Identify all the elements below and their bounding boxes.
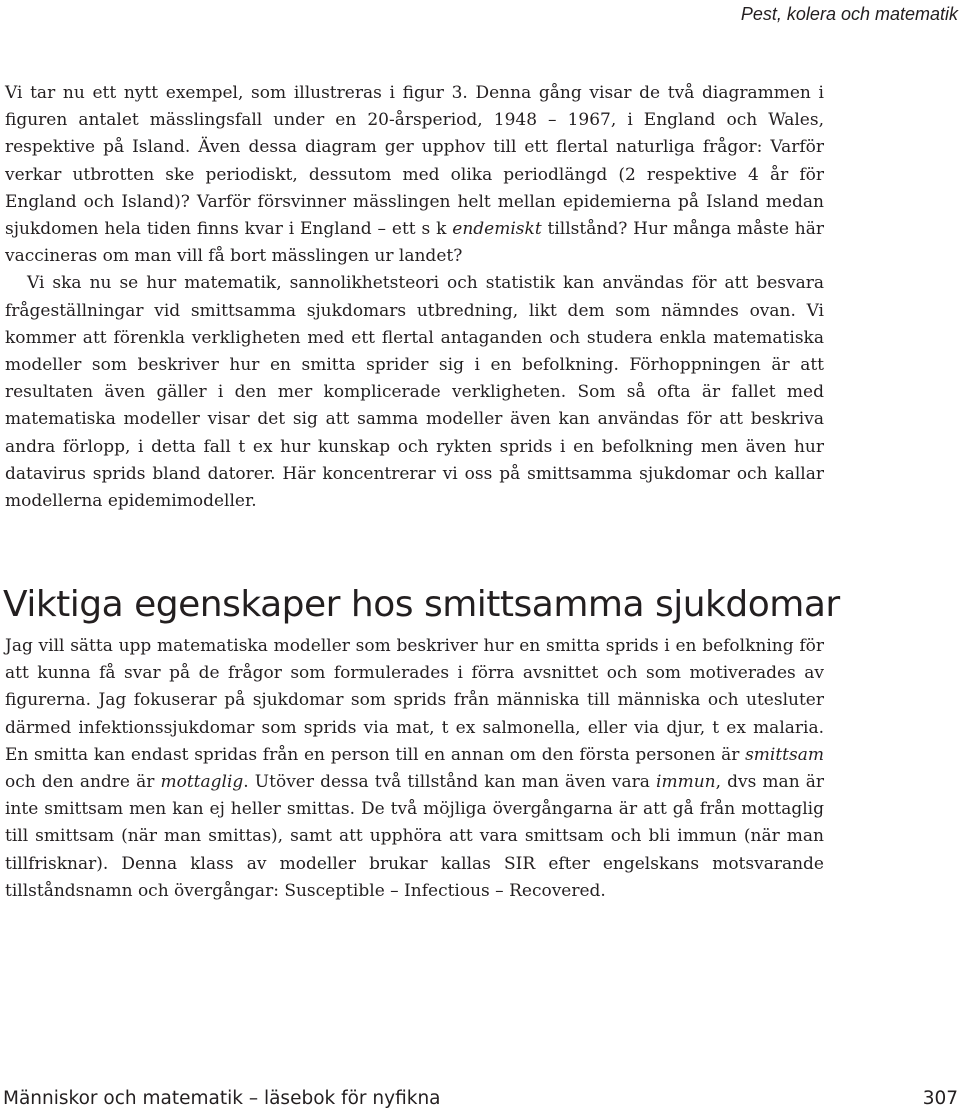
intro-paragraph-1 — [5, 80, 824, 270]
intro-p1-text-b: tillstånd? Hur många måste här vaccineras om man vill få bort mässlingen ur landet? — [5, 219, 824, 267]
term-mottaglig: mottaglig — [160, 772, 244, 793]
section-p1-text-d: , dvs man är inte smittsam men kan ej heller smittas. De två möjliga övergångarna är att gå från mottaglig till smittsam (när man smittas), samt att upphöra att vara smittsam och bli immun (när man tillfrisknar). Denna klass av modeller brukar kallas SIR efter engelskans motsvarande tillståndsnamn och övergångar: Susceptible – Infectious – Recovered. — [5, 772, 825, 901]
running-header: Pest, kolera och matematik — [740, 4, 958, 24]
term-endemiskt: endemiskt — [452, 219, 542, 240]
section-paragraph-1 — [5, 633, 824, 905]
intro-paragraph-2: Vi ska nu se hur matematik, sannolikhetsteori och statistik kan användas för att besvara frågeställningar vid smittsamma sjukdomars utbredning, likt dem som nämndes ovan. Vi kommer att förenkla verkligheten med ett flertal antaganden och studera enkla matematiska modeller som beskriver hur en smitta sprider sig i en befolkning. Förhoppningen är att resultaten även gäller i den mer komplicerade verkligheten. Som så ofta är fallet med matematiska modeller visar det sig att samma modeller även kan användas för att beskriva andra förlopp, i detta fall t ex hur kunskap och rykten sprids i en befolkning men även hur datavirus sprids bland datorer. Här koncentrerar vi oss på smittsamma sjukdomar och kallar modellerna epidemimodeller. — [5, 273, 824, 512]
term-immun: immun — [656, 772, 716, 793]
section-p1-text-b: och den andre är — [5, 772, 155, 793]
section-p1-text-a: Jag vill sätta upp matematiska modeller som beskriver hur en smitta sprids i en befolkning för att kunna få svar på de frågor som formulerades i förra avsnittet och som motiverades av figurerna. Jag fokuserar på sjukdomar som sprids från människa till människa och utesluter därmed infektionssjukdomar som sprids via mat, t ex salmonella, eller via djur, t ex malaria. En smitta kan endast spridas från en person till en annan om den första personen är — [5, 636, 824, 765]
term-smittsam: smittsam — [745, 744, 824, 765]
section-p1-text-c: . Utöver dessa två tillstånd kan man även vara — [243, 772, 650, 793]
page-number: 307 — [922, 1088, 958, 1109]
section-text — [5, 633, 824, 905]
intro-text — [5, 80, 824, 515]
section-heading: Viktiga egenskaper hos smittsamma sjukdomar — [3, 584, 840, 625]
intro-p1-text-a: Vi tar nu ett nytt exempel, som illustreras i figur 3. Denna gång visar de två diagrammen i figuren antalet mässlingsfall under en 20-årsperiod, 1948 – 1967, i England och Wales, respektive på Island. Även dessa diagram ger upphov till ett flertal naturliga frågor: Varför verkar utbrotten ske periodiskt, dessutom med olika periodlängd (2 respektive 4 år för England och Island)? Varför försvinner mässlingen helt mellan epidemierna på Island medan sjukdomen hela tiden finns kvar i England – ett s k — [5, 83, 824, 240]
footer-book-title: Människor och matematik – läsebok för nyfikna — [3, 1088, 441, 1109]
